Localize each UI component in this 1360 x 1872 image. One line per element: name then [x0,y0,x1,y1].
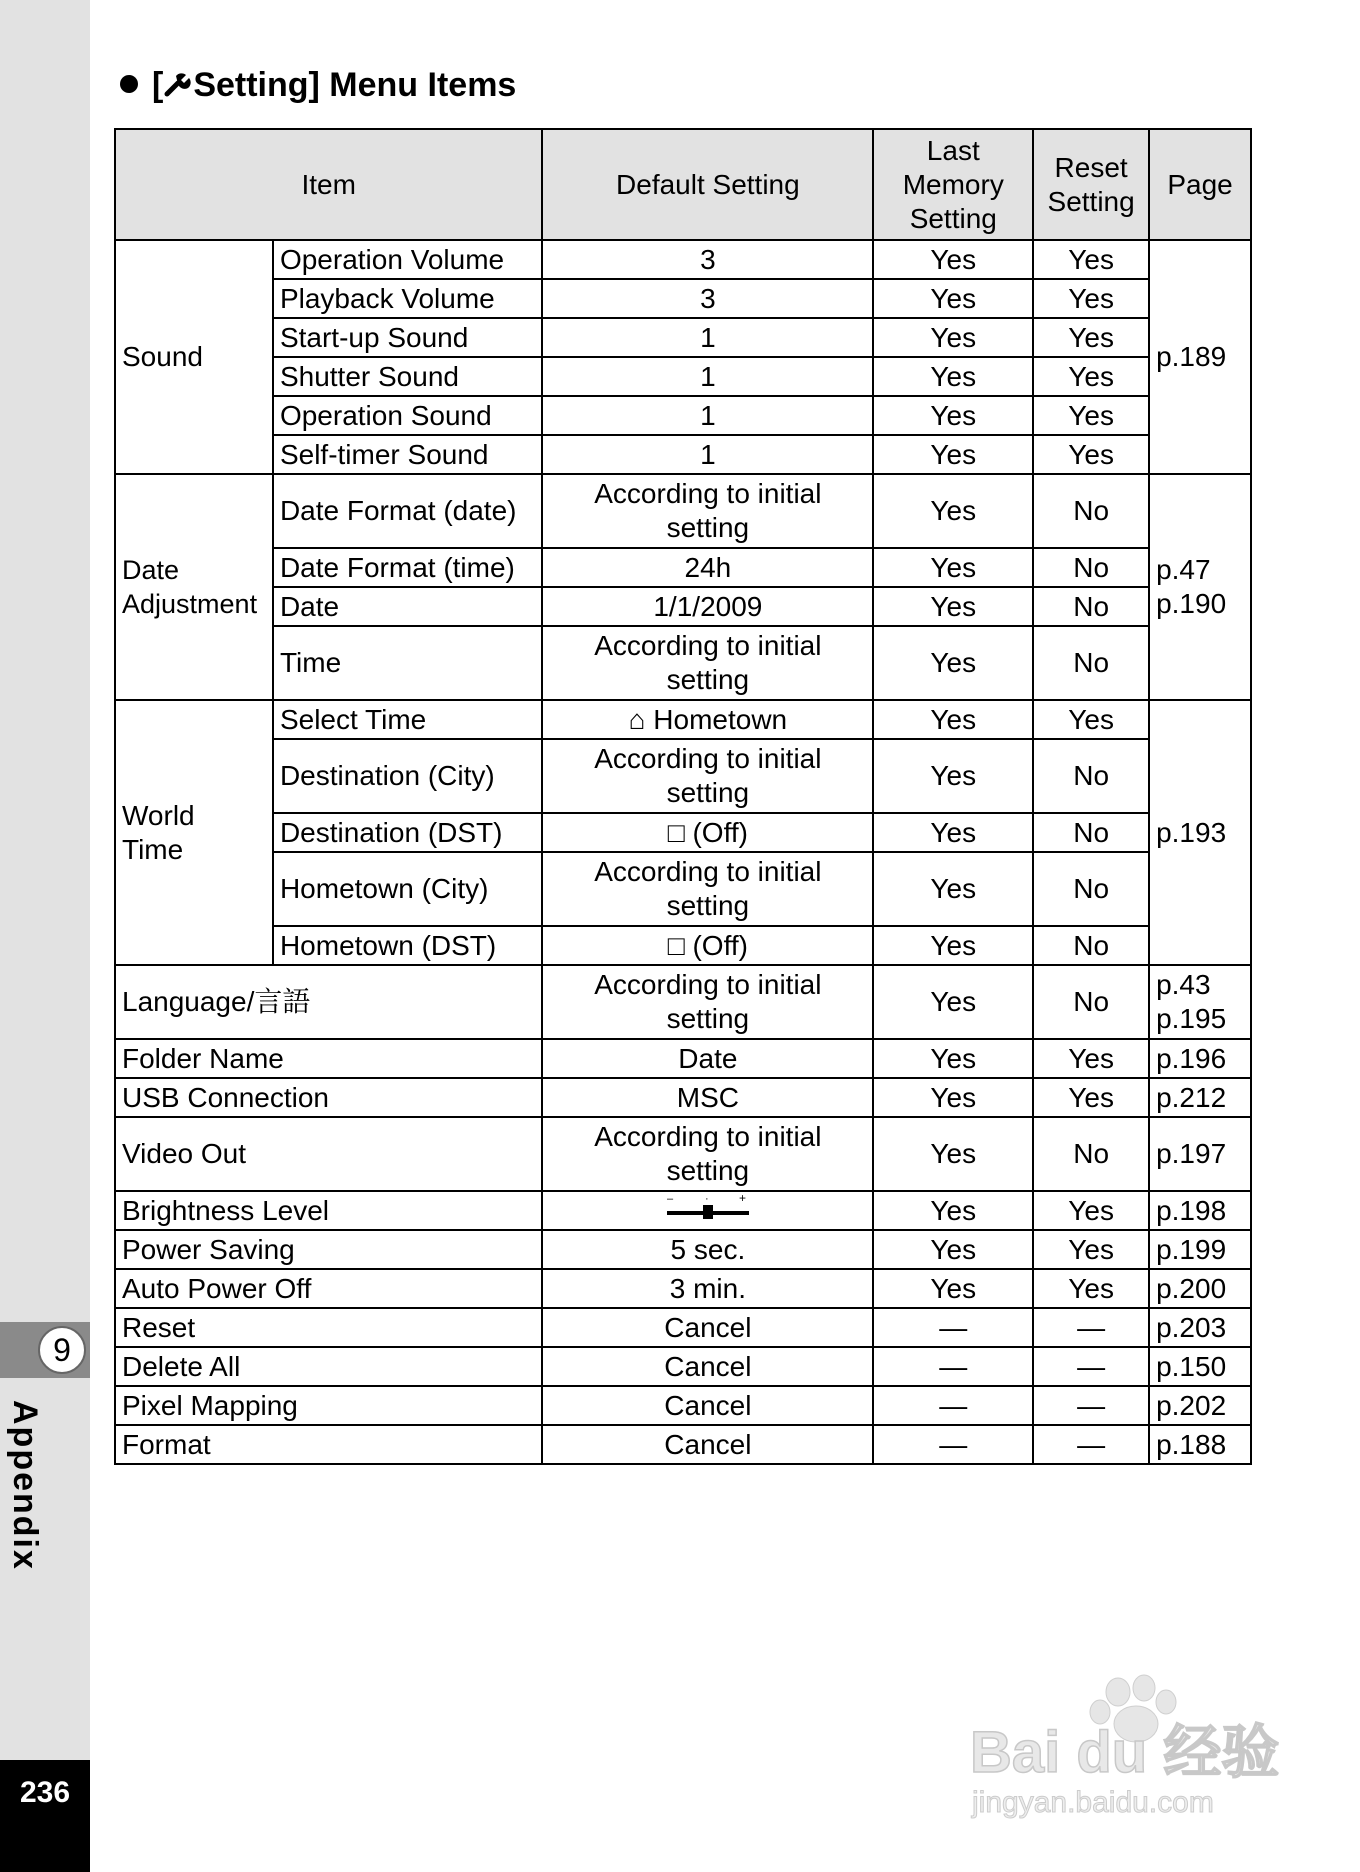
default-cell: Cancel [542,1308,873,1347]
reset-cell: Yes [1033,435,1149,474]
last-memory-cell: Yes [873,240,1033,279]
item-cell: Language/言語 [115,965,542,1039]
page-cell: p.198 [1149,1191,1251,1230]
page-cell: p.203 [1149,1308,1251,1347]
table-row [115,240,1251,279]
last-memory-cell: Yes [873,700,1033,739]
reset-cell: Yes [1033,318,1149,357]
reset-cell: No [1033,626,1149,700]
default-cell: 3 [542,279,873,318]
item-cell: Power Saving [115,1230,542,1269]
table-row [115,396,1251,435]
svg-text:–: – [666,1192,673,1205]
item-cell: Brightness Level [115,1191,542,1230]
item-cell: Date Format (time) [273,548,542,587]
item-cell: Start-up Sound [273,318,542,357]
reset-cell: No [1033,548,1149,587]
reset-cell: — [1033,1308,1149,1347]
default-cell: Cancel [542,1347,873,1386]
table-header-row [115,129,1251,240]
default-cell: Date [542,1039,873,1078]
group-label-date-adjustment: Date Adjustment [115,474,273,700]
item-cell: USB Connection [115,1078,542,1117]
table-row [115,587,1251,626]
reset-cell: — [1033,1386,1149,1425]
last-memory-cell: Yes [873,474,1033,548]
last-memory-cell: Yes [873,435,1033,474]
item-cell: Destination (DST) [273,813,542,852]
reset-cell: Yes [1033,357,1149,396]
reset-cell: No [1033,587,1149,626]
item-cell: Video Out [115,1117,542,1191]
section-title: [ Setting] Menu Items [120,66,516,107]
last-memory-cell: Yes [873,926,1033,965]
last-memory-cell: Yes [873,1078,1033,1117]
default-cell: ⌂ Hometown [542,700,873,739]
default-cell: According to initial setting [542,626,873,700]
page-cell: p.189 [1149,240,1251,474]
page-number: 236 [19,1776,71,1809]
reset-cell: Yes [1033,279,1149,318]
item-cell: Reset [115,1308,542,1347]
chapter-number: 9 [38,1326,86,1374]
table-row [115,1386,1251,1425]
last-memory-cell: Yes [873,587,1033,626]
default-cell: 1 [542,357,873,396]
reset-cell: — [1033,1425,1149,1464]
table-row [115,700,1251,739]
default-cell: 1/1/2009 [542,587,873,626]
header-default: Default Setting [542,129,873,240]
header-reset: Reset Setting [1033,129,1149,240]
last-memory-cell: Yes [873,965,1033,1039]
default-cell: 5 sec. [542,1230,873,1269]
header-item: Item [115,129,542,240]
item-cell: Format [115,1425,542,1464]
item-cell: Select Time [273,700,542,739]
table-row [115,1039,1251,1078]
last-memory-cell: Yes [873,279,1033,318]
item-cell: Date [273,587,542,626]
page-cell: p.196 [1149,1039,1251,1078]
last-memory-cell: Yes [873,739,1033,813]
item-cell: Self-timer Sound [273,435,542,474]
last-memory-cell: Yes [873,357,1033,396]
reset-cell: No [1033,965,1149,1039]
svg-text:+: + [738,1192,746,1205]
default-cell: MSC [542,1078,873,1117]
table-row [115,1078,1251,1117]
reset-cell: No [1033,852,1149,926]
last-memory-cell: Yes [873,318,1033,357]
default-cell [542,1191,873,1230]
watermark-url: jingyan.baidu.com [972,1786,1214,1819]
table-row [115,435,1251,474]
reset-cell: — [1033,1347,1149,1386]
table-row [115,1347,1251,1386]
default-cell: 1 [542,396,873,435]
table-row [115,965,1251,1039]
last-memory-cell: Yes [873,1269,1033,1308]
item-cell: Shutter Sound [273,357,542,396]
table-row [115,357,1251,396]
group-label-sound: Sound [115,240,273,474]
page-cell: p.47 p.190 [1149,474,1251,700]
reset-cell: No [1033,739,1149,813]
reset-cell: Yes [1033,1230,1149,1269]
item-cell: Date Format (date) [273,474,542,548]
page-cell: p.212 [1149,1078,1251,1117]
table-row [115,739,1251,813]
table-row [115,1425,1251,1464]
last-memory-cell: Yes [873,813,1033,852]
item-cell: Auto Power Off [115,1269,542,1308]
item-cell: Time [273,626,542,700]
item-cell: Playback Volume [273,279,542,318]
page-cell: p.200 [1149,1269,1251,1308]
default-cell: Cancel [542,1425,873,1464]
bullet-icon [120,75,138,93]
side-margin-band [0,0,90,1872]
table-row [115,1117,1251,1191]
chapter-label: Appendix [6,1400,44,1571]
last-memory-cell: — [873,1347,1033,1386]
last-memory-cell: — [873,1308,1033,1347]
page-cell: p.193 [1149,700,1251,965]
watermark-text: Bai du 经验 [970,1720,1280,1785]
wrench-icon [163,68,193,107]
item-cell: Hometown (DST) [273,926,542,965]
item-cell: Pixel Mapping [115,1386,542,1425]
item-cell: Folder Name [115,1039,542,1078]
default-cell: 3 [542,240,873,279]
table-row [115,318,1251,357]
reset-cell: Yes [1033,700,1149,739]
brightness-scale-icon [665,1193,751,1229]
item-cell: Destination (City) [273,739,542,813]
default-cell: □ (Off) [542,813,873,852]
default-cell: According to initial setting [542,1117,873,1191]
reset-cell: Yes [1033,1078,1149,1117]
default-cell: 1 [542,435,873,474]
reset-cell: No [1033,1117,1149,1191]
table-row [115,474,1251,548]
table-row [115,852,1251,926]
reset-cell: Yes [1033,396,1149,435]
last-memory-cell: — [873,1425,1033,1464]
table-row [115,1230,1251,1269]
table-row [115,1308,1251,1347]
table-row [115,626,1251,700]
reset-cell: No [1033,813,1149,852]
group-label-world-time: World Time [115,700,273,965]
last-memory-cell: Yes [873,852,1033,926]
default-cell: □ (Off) [542,926,873,965]
item-cell: Hometown (City) [273,852,542,926]
default-cell: According to initial setting [542,739,873,813]
default-cell: According to initial setting [542,474,873,548]
page-cell: p.199 [1149,1230,1251,1269]
default-cell: Cancel [542,1386,873,1425]
item-cell: Operation Volume [273,240,542,279]
last-memory-cell: Yes [873,1230,1033,1269]
reset-cell: Yes [1033,1039,1149,1078]
header-last-memory: Last Memory Setting [873,129,1033,240]
last-memory-cell: Yes [873,1117,1033,1191]
table-row [115,279,1251,318]
last-memory-cell: Yes [873,396,1033,435]
page-cell: p.150 [1149,1347,1251,1386]
table-row [115,926,1251,965]
last-memory-cell: Yes [873,1191,1033,1230]
page-cell: p.188 [1149,1425,1251,1464]
svg-text:·: · [704,1192,709,1205]
last-memory-cell: — [873,1386,1033,1425]
last-memory-cell: Yes [873,1039,1033,1078]
default-cell: 24h [542,548,873,587]
reset-cell: Yes [1033,240,1149,279]
baidu-watermark [968,1672,1288,1822]
reset-cell: No [1033,474,1149,548]
default-cell: 1 [542,318,873,357]
default-cell: According to initial setting [542,852,873,926]
table-row [115,1191,1251,1230]
page-cell: p.43 p.195 [1149,965,1251,1039]
last-memory-cell: Yes [873,548,1033,587]
item-cell: Delete All [115,1347,542,1386]
reset-cell: Yes [1033,1191,1149,1230]
page-cell: p.202 [1149,1386,1251,1425]
default-cell: According to initial setting [542,965,873,1039]
default-cell: 3 min. [542,1269,873,1308]
last-memory-cell: Yes [873,626,1033,700]
table-row [115,548,1251,587]
reset-cell: Yes [1033,1269,1149,1308]
page-cell: p.197 [1149,1117,1251,1191]
item-cell: Operation Sound [273,396,542,435]
reset-cell: No [1033,926,1149,965]
table-row [115,1269,1251,1308]
table-row [115,813,1251,852]
header-page: Page [1149,129,1251,240]
settings-table [114,128,1252,1465]
